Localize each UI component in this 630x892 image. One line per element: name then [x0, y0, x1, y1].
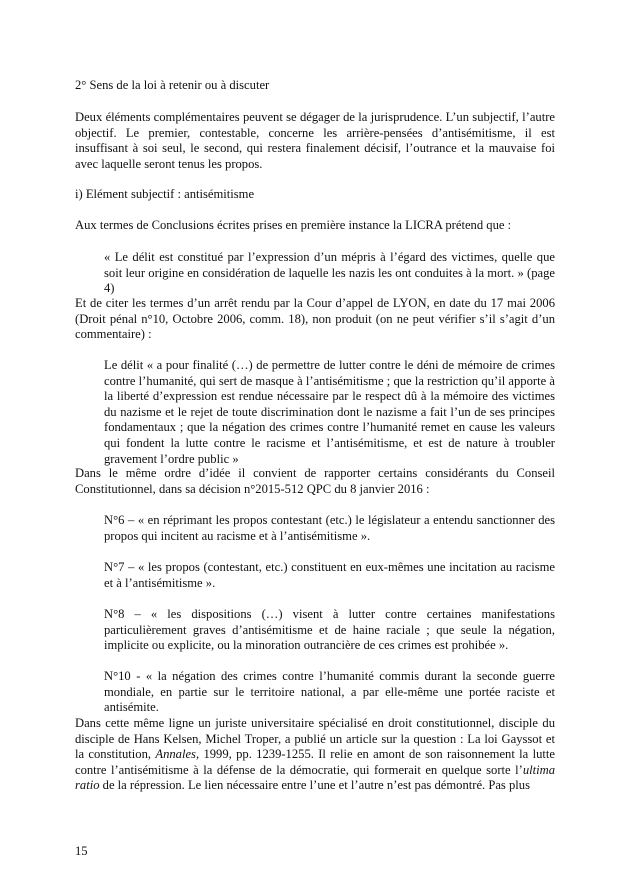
paragraph-licra: Aux termes de Conclusions écrites prises en première instance la LICRA prétend que : — [75, 218, 512, 232]
page-number: 15 — [75, 844, 88, 858]
considerant-6: N°6 – « en réprimant les propos contestant (etc.) le législateur a entendu sanctionner des propos qui incitent au racisme et à l’antisémitisme ». — [104, 513, 555, 543]
paragraph-conseil: Dans le même ordre d’idée il convient de rapporter certains considérants du Conseil Constitutionnel, dans sa décision n°2015-512 QPC du 8 janvier 2016 : — [75, 466, 555, 496]
subsection-heading: i) Elément subjectif : antisémitisme — [75, 187, 255, 201]
section-heading: 2° Sens de la loi à retenir ou à discuter — [75, 78, 270, 92]
paragraph-troper — [75, 716, 555, 794]
considerant-10: N°10 - « la négation des crimes contre l’humanité commis durant la seconde guerre mondiale, en partie sur le territoire national, a par elle-même une portée raciste et antisémite. — [104, 669, 555, 715]
troper-text-1: Dans cette même ligne un juriste universitaire spécialisé en droit constitutionnel, disciple du disciple de Hans Kelsen, Michel Troper, a publié un article sur la question : La loi Gayssot et la constitution, — [75, 716, 555, 762]
quote-licra: « Le délit est constitué par l’expression d’un mépris à l’égard des victimes, quelle que soit leur origine en considération de laquelle les nazis les ont conduites à la mort. » (page 4) — [104, 250, 555, 296]
troper-text-2: 1999, pp. 1239-1255. Il relie en amont de son raisonnement la lutte contre l’antisémitisme à la défense de la démocratie, qui formerait en quelque sorte l’ — [75, 747, 555, 777]
troper-text-3: de la répression. Le lien nécessaire entre l’une et l’autre n’est pas démontré. Pas plus — [99, 778, 530, 793]
ultima-ratio: ultima ratio — [75, 762, 555, 793]
quote-arret: Le délit « a pour finalité (…) de permettre de lutter contre le déni de mémoire de crimes contre l’humanité, qui sert de masque à l’antisémitisme ; que la restriction qu’il apporte à la liberté d’expression est rendue nécessaire par le respect dû à la mémoire des victimes du nazisme et le rejet de toute discrimination dont le nazisme a fait l’un de ses principes fondamentaux ; que la négation des crimes contre l’humanité remet en cause les valeurs qui fondent la lutte contre le racisme et l’antisémitisme, et est de nature à troubler gravement l’ordre public » — [104, 358, 555, 466]
considerant-8: N°8 – « les dispositions (…) visent à lutter contre certaines manifestations particulièrement graves d’antisémitisme et de haine raciale ; que seule la négation, implicite ou explicite, ou la minoration outrancière de ces crimes est prohibée ». — [104, 607, 555, 653]
journal-title: Annales, — [155, 747, 200, 762]
paragraph-cour-appel: Et de citer les termes d’un arrêt rendu par la Cour d’appel de LYON, en date du 17 mai 2006 (Droit pénal n°10, Octobre 2006, comm. 18), non produit (on ne peut vérifier s’il s’agit d’un commentaire) : — [75, 296, 555, 342]
considerant-7: N°7 – « les propos (contestant, etc.) constituent en eux-mêmes une incitation au racisme et à l’antisémitisme ». — [104, 560, 555, 590]
paragraph-intro: Deux éléments complémentaires peuvent se dégager de la jurisprudence. L’un subjectif, l’autre objectif. Le premier, contestable, concerne les arrière-pensées d’antisémitisme, il est insuffisant à soi seul, le second, qui restera finalement décisif, l’outrance et la mauvaise foi avec laquelle seront tenus les propos. — [75, 110, 555, 171]
